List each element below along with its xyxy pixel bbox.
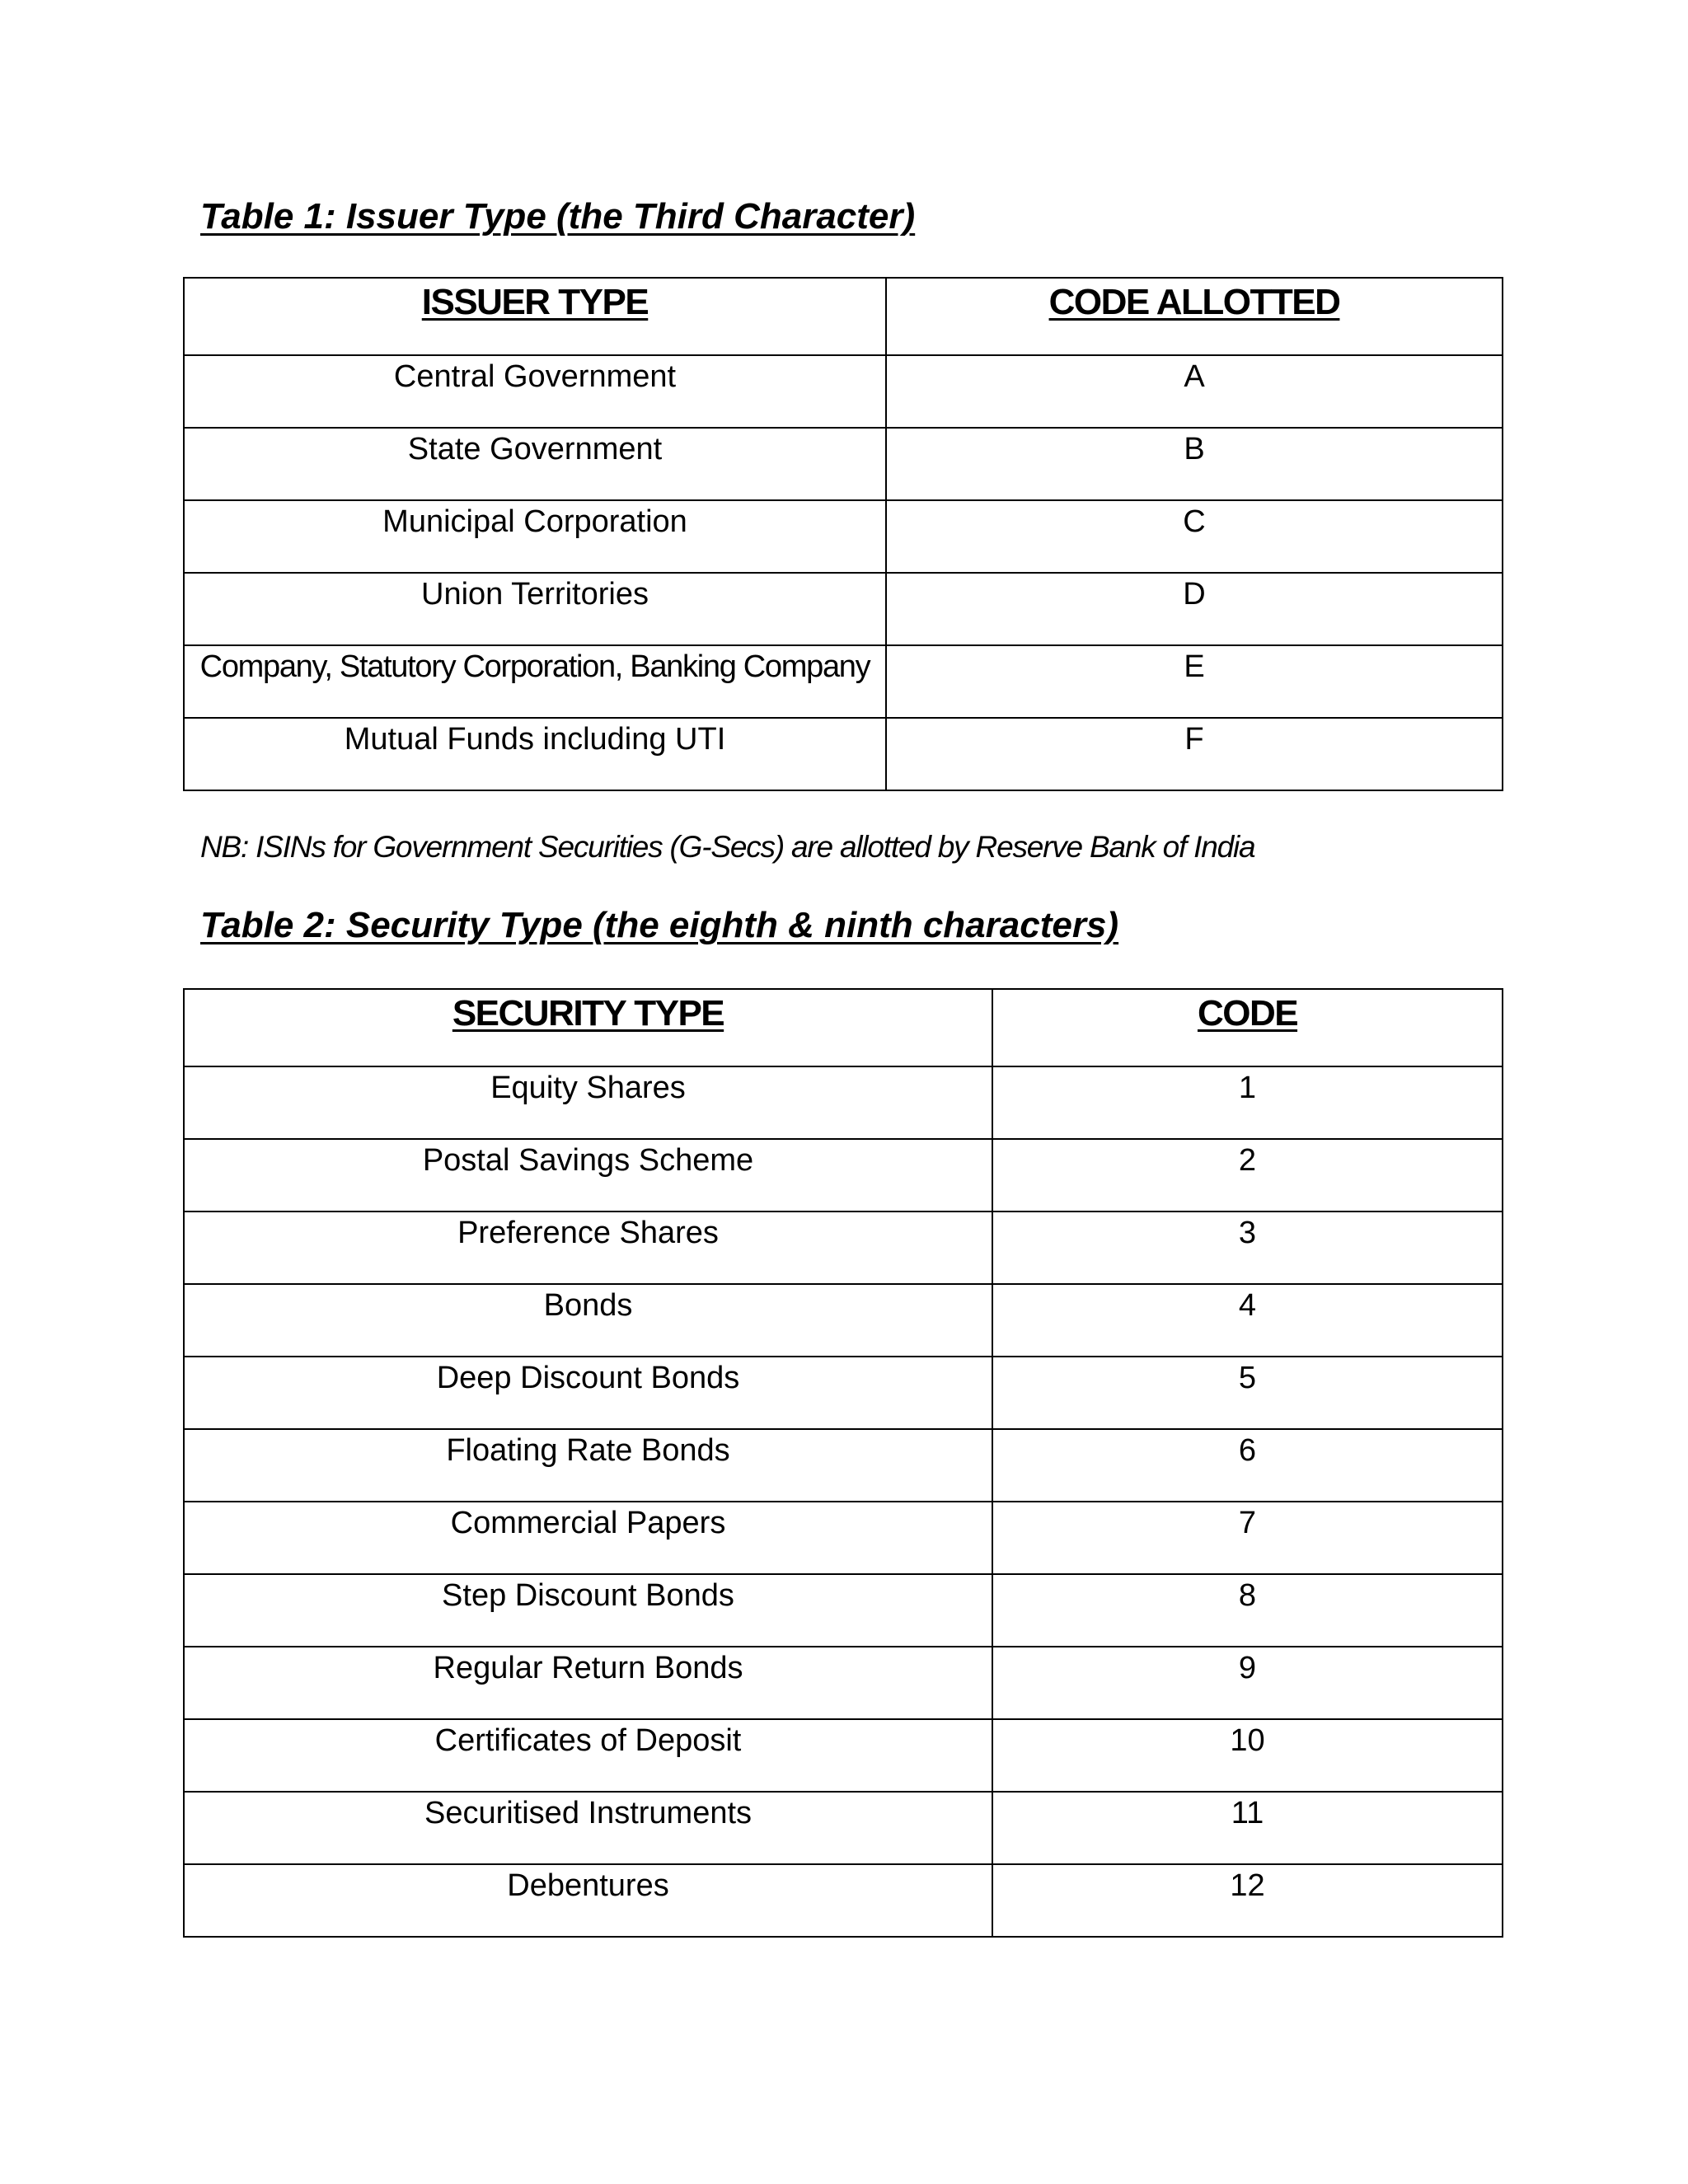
code-cell: 3 (992, 1212, 1503, 1284)
table-row (184, 1429, 1503, 1502)
security-type-cell: Preference Shares (184, 1212, 992, 1284)
code-cell: 11 (992, 1792, 1503, 1864)
security-type-cell: Step Discount Bonds (184, 1574, 992, 1647)
issuer-type-cell: Union Territories (184, 573, 886, 645)
code-cell: 7 (992, 1502, 1503, 1574)
table-row (184, 573, 1503, 645)
code-cell: 2 (992, 1139, 1503, 1212)
security-type-cell: Securitised Instruments (184, 1792, 992, 1864)
table-row (184, 1284, 1503, 1357)
security-type-table (183, 988, 1503, 1938)
security-type-cell: Postal Savings Scheme (184, 1139, 992, 1212)
table-row (184, 1139, 1503, 1212)
security-type-cell: Bonds (184, 1284, 992, 1357)
issuer-type-cell: Mutual Funds including UTI (184, 718, 886, 790)
code-cell: 12 (992, 1864, 1503, 1937)
code-cell: 9 (992, 1647, 1503, 1719)
code-cell: D (886, 573, 1503, 645)
table1-title: Table 1: Issuer Type (the Third Character) (200, 196, 916, 237)
table-row (184, 1066, 1503, 1139)
column-header-issuer-type: ISSUER TYPE (184, 278, 886, 355)
code-cell: 6 (992, 1429, 1503, 1502)
column-header-security-type: SECURITY TYPE (184, 989, 992, 1066)
code-cell: F (886, 718, 1503, 790)
table-row (184, 718, 1503, 790)
table-row (184, 1574, 1503, 1647)
issuer-type-cell: Municipal Corporation (184, 500, 886, 573)
code-cell: 8 (992, 1574, 1503, 1647)
issuer-type-cell: State Government (184, 428, 886, 500)
table-row (184, 428, 1503, 500)
table-row (184, 1719, 1503, 1792)
table-row (184, 1212, 1503, 1284)
security-type-cell: Deep Discount Bonds (184, 1357, 992, 1429)
table-row (184, 355, 1503, 428)
table-header-row (184, 278, 1503, 355)
code-cell: 10 (992, 1719, 1503, 1792)
table-row (184, 1864, 1503, 1937)
table-row (184, 1647, 1503, 1719)
security-type-cell: Floating Rate Bonds (184, 1429, 992, 1502)
issuer-type-cell: Company, Statutory Corporation, Banking Company (184, 645, 886, 718)
security-type-cell: Debentures (184, 1864, 992, 1937)
note-text: NB: ISINs for Government Securities (G-Secs) are allotted by Reserve Bank of India (200, 830, 1255, 864)
security-type-cell: Equity Shares (184, 1066, 992, 1139)
table-row (184, 500, 1503, 573)
table-row (184, 1792, 1503, 1864)
table-row (184, 1357, 1503, 1429)
security-type-cell: Regular Return Bonds (184, 1647, 992, 1719)
security-type-cell: Commercial Papers (184, 1502, 992, 1574)
column-header-code: CODE (992, 989, 1503, 1066)
table2-title: Table 2: Security Type (the eighth & ninth characters) (200, 905, 1119, 945)
code-cell: E (886, 645, 1503, 718)
table-row (184, 1502, 1503, 1574)
issuer-type-cell: Central Government (184, 355, 886, 428)
security-type-cell: Certificates of Deposit (184, 1719, 992, 1792)
code-cell: 5 (992, 1357, 1503, 1429)
code-cell: 4 (992, 1284, 1503, 1357)
code-cell: C (886, 500, 1503, 573)
column-header-code-allotted: CODE ALLOTTED (886, 278, 1503, 355)
code-cell: 1 (992, 1066, 1503, 1139)
code-cell: B (886, 428, 1503, 500)
table-row (184, 645, 1503, 718)
table-header-row (184, 989, 1503, 1066)
code-cell: A (886, 355, 1503, 428)
issuer-type-table (183, 277, 1503, 791)
